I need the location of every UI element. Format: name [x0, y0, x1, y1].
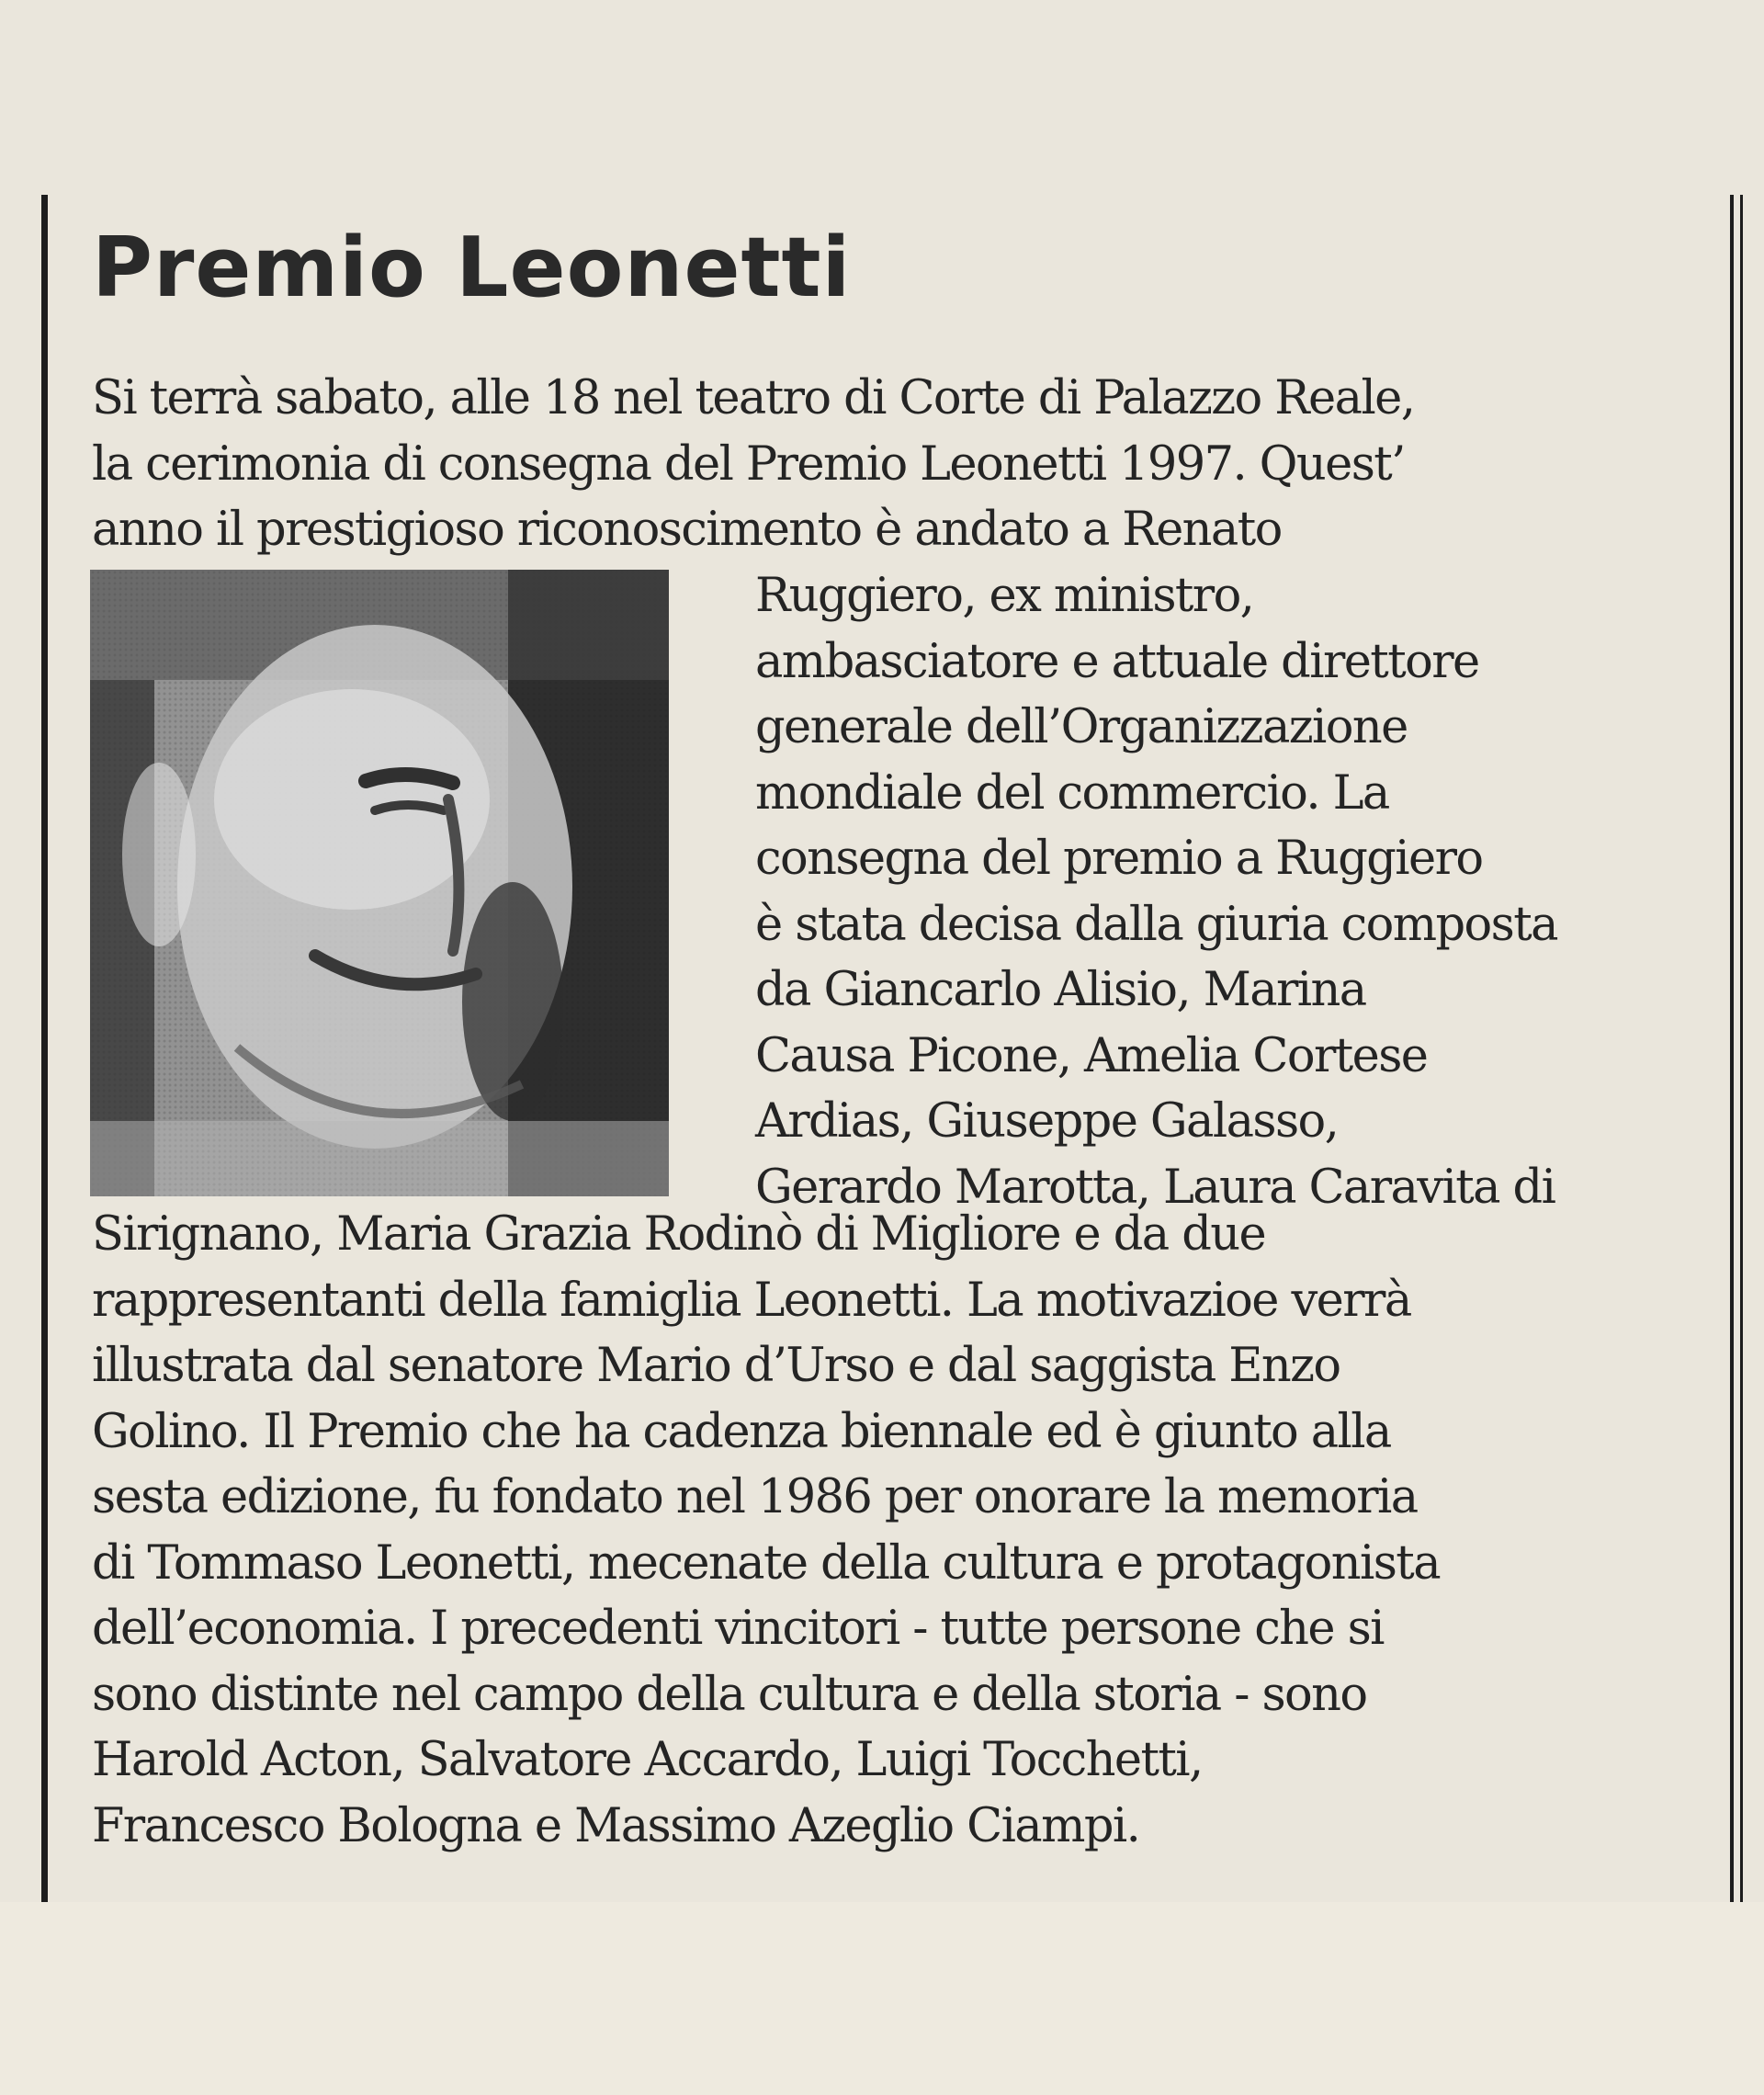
text-line: rappresentanti della famiglia Leonetti. La motivazioe verrà	[92, 1273, 1411, 1328]
portrait-photo	[90, 570, 669, 1196]
text-line: di Tommaso Leonetti, mecenate della cultura e protagonista	[92, 1535, 1441, 1591]
text-line: illustrata dal senatore Mario d’Urso e dal saggista Enzo	[92, 1339, 1340, 1393]
article-body	[92, 1202, 1440, 1859]
text-line: sono distinte nel campo della cultura e della storia - sono	[92, 1667, 1367, 1722]
text-line: Golino. Il Premio che ha cadenza biennale ed è giunto alla	[92, 1404, 1391, 1459]
article-intro	[92, 366, 1414, 563]
article-body-beside-photo	[755, 563, 1557, 1220]
column-rule-right-double	[1740, 195, 1743, 1902]
text-line: è stata decisa dalla giuria composta	[755, 897, 1557, 952]
text-line: Gerardo Marotta, Laura Caravita di	[755, 1160, 1555, 1215]
text-line: Sirignano, Maria Grazia Rodinò di Migliore e da due	[92, 1207, 1266, 1262]
text-line: la cerimonia di consegna del Premio Leonetti 1997. Quest’	[92, 436, 1405, 492]
text-line: dell’economia. I precedenti vincitori - tutte persone che si	[92, 1602, 1384, 1656]
text-line: generale dell’Organizzazione	[755, 700, 1408, 754]
text-line: consegna del premio a Ruggiero	[755, 832, 1483, 886]
text-line: anno il prestigioso riconoscimento è andato a Renato	[92, 503, 1282, 557]
text-line: ambasciatore e attuale direttore	[755, 634, 1479, 689]
text-line: Causa Picone, Amelia Cortese	[755, 1028, 1428, 1083]
text-line: Francesco Bologna e Massimo Azeglio Ciampi.	[92, 1798, 1140, 1853]
text-line: sesta edizione, fu fondato nel 1986 per onorare la memoria	[92, 1470, 1418, 1524]
page-margin	[0, 1902, 1764, 2095]
text-line: Si terrà sabato, alle 18 nel teatro di Corte di Palazzo Reale,	[92, 371, 1415, 425]
text-line: mondiale del commercio. La	[755, 765, 1389, 821]
column-rule-left	[41, 195, 48, 1902]
text-line: Harold Acton, Salvatore Accardo, Luigi Tocchetti,	[92, 1733, 1203, 1787]
text-line: Ardias, Giuseppe Galasso,	[755, 1094, 1339, 1149]
text-line: da Giancarlo Alisio, Marina	[755, 963, 1366, 1017]
column-rule-right	[1730, 195, 1734, 1902]
text-line: Ruggiero, ex ministro,	[755, 569, 1254, 623]
article-headline: Premio Leonetti	[92, 220, 852, 316]
